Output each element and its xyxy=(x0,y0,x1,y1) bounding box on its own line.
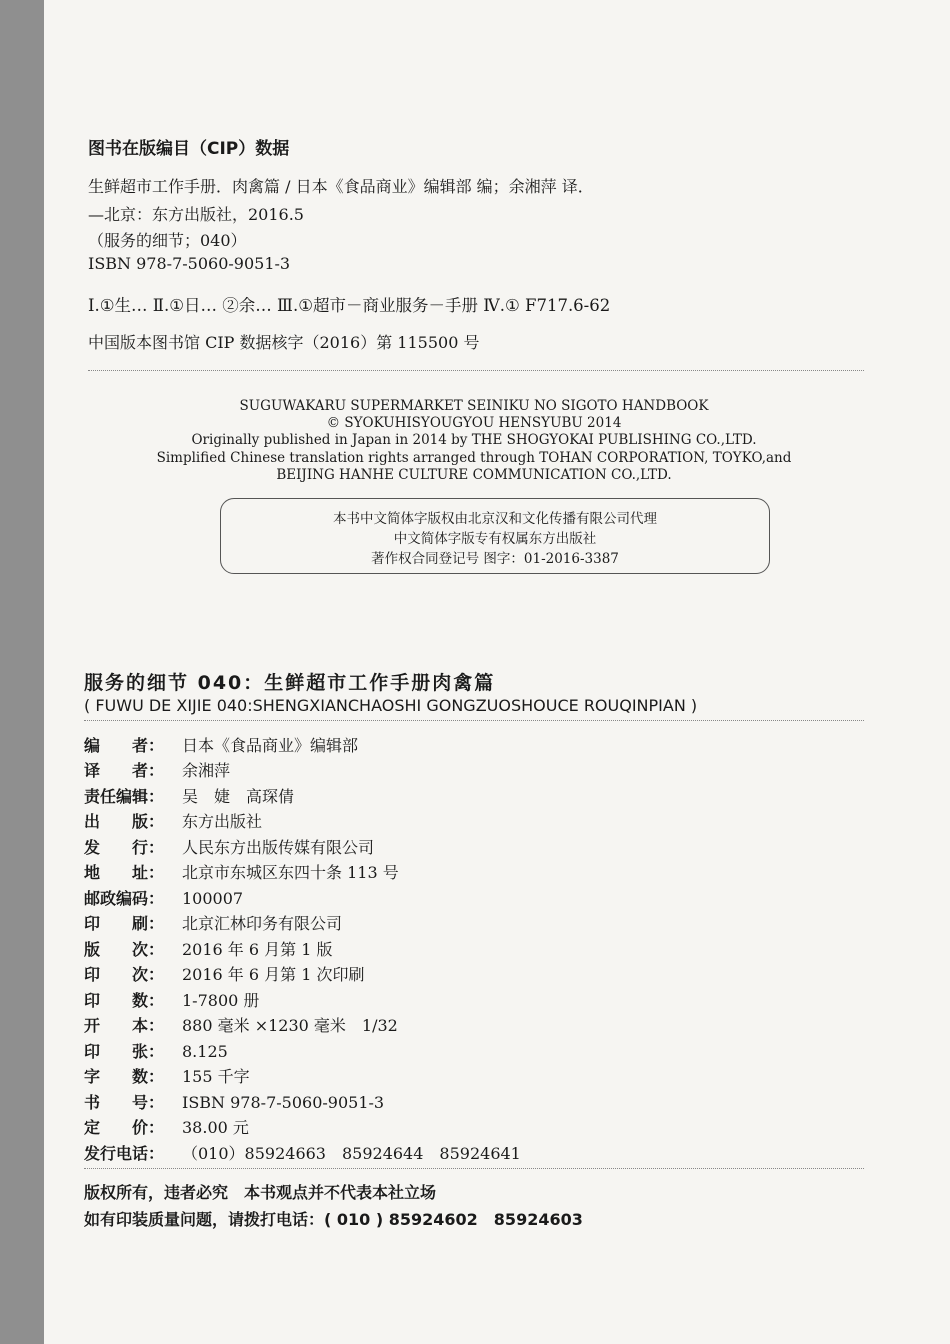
cip-heading: 图书在版编目（CIP）数据 xyxy=(88,139,290,159)
record-publisher xyxy=(84,809,262,832)
record-value: 东方出版社 xyxy=(182,812,263,831)
record-key: 字 数： xyxy=(84,1067,165,1086)
record-key: 出 版： xyxy=(84,812,165,831)
record-key: 印 张： xyxy=(84,1042,165,1061)
record-postcode xyxy=(84,886,243,909)
record-isbn xyxy=(84,1090,384,1113)
cip-line: ISBN 978-7-5060-9051-3 xyxy=(88,254,291,273)
record-key: 版 次： xyxy=(84,940,165,959)
record-value: 8.125 xyxy=(182,1042,228,1061)
cip-line: 生鲜超市工作手册．肉禽篇 / 日本《食品商业》编辑部 编；余湘萍 译． xyxy=(88,177,594,196)
translation-rights-cont: BEIJING HANHE CULTURE COMMUNICATION CO.,LTD. xyxy=(276,467,672,483)
record-key: 印 刷： xyxy=(84,914,165,933)
record-sales-phone xyxy=(84,1141,521,1164)
record-value: 余湘萍 xyxy=(182,761,231,780)
record-printer xyxy=(84,911,342,934)
record-sheets xyxy=(84,1039,228,1062)
record-key: 发行电话： xyxy=(84,1144,165,1163)
quality-hotline: 如有印装质量问题，请拨打电话：( 010 ) 85924602 85924603 xyxy=(84,1210,583,1229)
record-key: 印 数： xyxy=(84,991,165,1010)
record-word-count xyxy=(84,1064,250,1087)
copyright-line: © SYOKUHISYOUGYOU HENSYUBU 2014 xyxy=(326,415,622,431)
record-value: ISBN 978-7-5060-9051-3 xyxy=(182,1093,385,1112)
record-format xyxy=(84,1013,398,1036)
record-key: 译 者： xyxy=(84,761,165,780)
record-responsible-editor xyxy=(84,784,294,807)
record-value: 100007 xyxy=(182,889,244,908)
record-value: （010）85924663 85924644 85924641 xyxy=(182,1144,521,1163)
record-value: 北京市东城区东四十条 113 号 xyxy=(182,863,399,882)
book-title: 服务的细节 040：生鲜超市工作手册肉禽篇 xyxy=(84,672,496,694)
record-value: 日本《食品商业》编辑部 xyxy=(182,736,359,755)
record-address xyxy=(84,860,399,883)
rights-agent: 本书中文简体字版权由北京汉和文化传播有限公司代理 xyxy=(333,511,657,527)
book-title-pinyin: ( FUWU DE XIJIE 040:SHENGXIANCHAOSHI GONGZUOSHOUCE ROUQINPIAN ) xyxy=(84,696,698,715)
record-value: 1-7800 册 xyxy=(182,991,260,1010)
record-value: 北京汇林印务有限公司 xyxy=(182,914,343,933)
divider xyxy=(84,720,864,721)
record-key: 责任编辑： xyxy=(84,787,165,806)
record-price xyxy=(84,1115,249,1138)
record-key: 编 者： xyxy=(84,736,165,755)
publication-note: Originally published in Japan in 2014 by THE SHOGYOKAI PUBLISHING CO.,LTD. xyxy=(191,432,757,448)
contract-registration: 著作权合同登记号 图字：01-2016-3387 xyxy=(371,551,619,567)
divider xyxy=(88,370,864,371)
record-value: 人民东方出版传媒有限公司 xyxy=(182,838,375,857)
cip-record-number: 中国版本图书馆 CIP 数据核字（2016）第 115500 号 xyxy=(88,333,480,352)
record-key: 印 次： xyxy=(84,965,165,984)
record-value: 2016 年 6 月第 1 版 xyxy=(182,940,333,959)
cip-line: （服务的细节；040） xyxy=(88,231,247,250)
original-title: SUGUWAKARU SUPERMARKET SEINIKU NO SIGOTO HANDBOOK xyxy=(239,398,709,414)
record-value: 2016 年 6 月第 1 次印刷 xyxy=(182,965,365,984)
cip-line: —北京：东方出版社，2016.5 xyxy=(88,205,304,224)
record-value: 38.00 元 xyxy=(182,1118,249,1137)
record-editor xyxy=(84,733,358,756)
copyright-page xyxy=(44,0,950,1344)
record-printing xyxy=(84,962,365,985)
rights-notice: 版权所有，违者必究 本书观点并不代表本社立场 xyxy=(84,1183,437,1202)
rights-box xyxy=(220,498,770,574)
divider xyxy=(84,1168,864,1169)
record-key: 邮政编码： xyxy=(84,889,165,908)
record-key: 书 号： xyxy=(84,1093,165,1112)
rights-owner: 中文简体字版专有权属东方出版社 xyxy=(393,531,597,547)
cip-classification: Ⅰ.①生… Ⅱ.①日… ②余… Ⅲ.①超市－商业服务－手册 Ⅳ.① F717.6-62 xyxy=(88,296,611,315)
translation-rights: Simplified Chinese translation rights arranged through TOHAN CORPORATION, TOYKO,and xyxy=(156,450,792,466)
record-print-run xyxy=(84,988,259,1011)
record-key: 开 本： xyxy=(84,1016,165,1035)
record-key: 定 价： xyxy=(84,1118,165,1137)
record-edition xyxy=(84,937,333,960)
record-value: 吴 婕 高琛倩 xyxy=(182,787,295,806)
record-value: 880 毫米 ×1230 毫米 1/32 xyxy=(182,1016,398,1035)
record-translator xyxy=(84,758,230,781)
record-key: 地 址： xyxy=(84,863,165,882)
record-value: 155 千字 xyxy=(182,1067,250,1086)
record-distributor xyxy=(84,835,374,858)
record-key: 发 行： xyxy=(84,838,165,857)
